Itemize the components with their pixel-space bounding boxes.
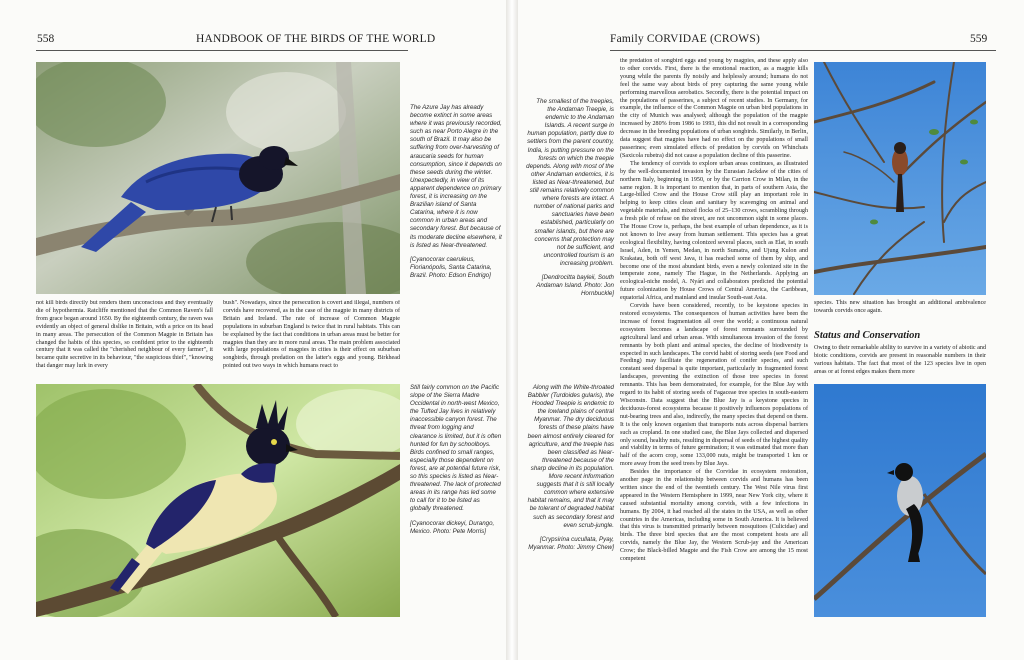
book-gutter xyxy=(506,0,518,660)
text-column-1: not kill birds directly but renders them unconscious and they eventually die of hypothermia. Ratcliffe mentioned that the Common Raven's fall from grace began around 1650. By the eighteenth century, the raven was evidently an object of general dislike in Britain, with a price on its head in many areas. The persecution of the Common Magpie in Britain has changed the habits of this species, so confident prior to the eighteenth century that it was called the "cherished neighbour of every farmer", it became quite secretive in its behaviour, "the suspicious thief", "knowing that danger may lurk in every xyxy=(36,300,213,370)
running-head-left: HANDBOOK OF THE BIRDS OF THE WORLD xyxy=(196,33,436,45)
page-number-left: 558 xyxy=(37,33,55,45)
caption-credit: [Cyanocorax dickeyi, Durango, Mexico. Photo: Pete Morris] xyxy=(410,519,495,535)
side-text-top: species. This new situation has brought an additional ambivalence towards corvids once again. xyxy=(814,300,986,314)
hooded-treepie-photo xyxy=(814,384,986,617)
side-text-bottom: Owing to their remarkable ability to survive in a variety of abiotic and biotic conditions, corvids are present in reasonable numbers in their various habitats. The fact that most of the 123 species live in open areas or at forest edges makes them more xyxy=(814,345,986,375)
running-head-right: Family CORVIDAE (CROWS) xyxy=(610,33,760,45)
andaman-treepie-photo xyxy=(814,62,986,295)
caption-credit: [Cyanocorax caeruleus, Florianópolis, Santa Catarina, Brazil. Photo: Edson Endrigo] xyxy=(410,255,492,279)
caption-azure-jay xyxy=(410,104,502,280)
caption-credit: [Crypsirina cucullata, Pyay, Myanmar. Photo: Jimmy Chew] xyxy=(528,535,614,551)
text-column-2: bush". Nowadays, since the persecution is covert and illegal, numbers of corvids have recovered, as in the case of the magpie in many districts of Britain and Ireland. The rate of increase of Common Magpie populations in suburban England is twice that in rural habitats. This can be explained by the fact that conditions in urban areas must be better for magpies than they are in more rural areas. The main problem associated with large populations of magpies in cities is their effect on suburban songbirds, through predation on the latter's eggs and young. Birkhead pointed out two ways in which humans react to xyxy=(223,300,400,370)
header-rule xyxy=(36,50,408,51)
caption-tufted-jay xyxy=(410,384,502,536)
caption-credit: [Dendrocitta bayleii, South Andaman Island. Photo: Jon Hornbuckle] xyxy=(536,273,614,298)
caption-text: Still fairly common on the Pacific slope of the Sierra Madre Occidental in north-west Mexico, the Tufted Jay lives in relatively inaccessible canyon forest. The threat from logging and clearance is limited, but it is often hunted for fun by schoolboys. Birds confined to small ranges, especially those dependent on forest, are at potential future risk, so this species is listed as Near-threatened. The lack of protected areas in its range has led some to call for it to be listed as globally threatened. xyxy=(410,384,502,513)
right-page xyxy=(518,0,1024,660)
section-heading: Status and Conservation xyxy=(814,330,921,341)
caption-text: The smallest of the treepies, the Andaman Treepie, is endemic to the Andaman Islands. A recent surge in human population, partly due to settlers from the parent country, India, is putting pressure on the forests on which the treepie depends. Along with most of the other Andaman endemics, it is listed as Near-threatened, but still remains relatively common where forests are intact. A number of national parks and sanctuaries have been established, particularly on smaller islands, but there are concerns that protection may not be sufficient, and uncontrolled tourism is an increasing problem. xyxy=(526,98,614,267)
left-page xyxy=(0,0,506,660)
caption-text: The Azure Jay has already become extinct in some areas where it was previously recorded, such as near Porto Alegre in the south of Brazil. It may also be suffering from over-harvesting of araucaria seeds for human consumption, since it depends on these seeds during the winter. Unexpectedly, in view of its apparent dependence on primary forest, it is increasing on the Brazilian island of Santa Catarina, where it is now common in urban areas and secondary forest. But because of its moderate decline elsewhere, it is listed as Near-threatened. xyxy=(410,104,502,249)
header-rule xyxy=(610,50,996,51)
azure-jay-photo xyxy=(36,62,400,294)
page-number-right: 559 xyxy=(970,33,988,45)
caption-andaman-treepie xyxy=(526,98,614,298)
tufted-jay-photo xyxy=(36,384,400,617)
caption-text: Along with the White-throated Babbler (Turdoides gularis), the Hooded Treepie is endemic to the lowland plains of central Myanmar. The dry deciduous forests of these plains have been almost entirely cleared for agriculture, and the treepie has been classified as Near-threatened because of the sharp decline in its population. More recent information suggests that it is still locally common where extensive habitat remains, and that it may be tolerant of degraded habitat such as secondary forest and even scrub-jungle. xyxy=(527,384,614,529)
main-text-column: the predation of songbird eggs and young by magpies, and these apply also to other corvids. First, there is the emotional reaction, as a magpie kills young while the parents fly noisily and helplessly around; humans do not feel the same way about birds of prey capturing the same young while performing marvellous aerobatics. Secondly, there is the potential impact on the populations of passerines, a subject of recent studies. In Germany, for example, the influence of the Common Magpie on urban bird populations in the city of Munich was analysed; although the population of the magpie increased by 280% from 1986 to 1993, this did not result in a corresponding decrease in the breeding populations of urban songbirds. Similarly, in Berlin, data suggest that magpies have had no effect on the populations of small passerines; even simulated effects of predation by corvids on Whinchats (Saxicola rubetra) did not cause a population decline of this passerine. The tendency of corvids to explore urban areas continues, as illustrated by the well-documented invasion by the Eurasian Jackdaw of the cities of northern Italy, beginning in 1950, or by the Carrion Crow in Milan, in the same region. It is important to mention that, in parts of southern Asia, the Large-billed Crow and the House Crow still play an important role in helping to keep cities clean and sanitary by scavenging on animal and vegetable materials, and mixed flocks of 25–130 crows, scrambling through a fresh pile of refuse on the street, are not uncommon sight in some places. The House Crow is, perhaps, the best example of urban dependence, as it is not known to live away from human settlement. This species has a great ecological flexibility, having colonized several places, such as Elat, in south Israel, Aden, in Yemen, Medan, in north Sumatra, and Ujung Kulon and Krakatau, both off west Java, it has reached some of them by ship, and become one of the most abundant birds, even a newly colonized site in the temperate zone, namely The Hague, in the Netherlands. Applying an ecological-niche model, A. Nyári and collaborators predicted the potential future colonization by House Crows of Central America, the Caribbean, equatorial Africa, and mainland and insular South-east Asia. Corvids have been considered, recently, to be keystone species in restored ecosystems. The consequences of human activities have been the increase of forest fragmentation all over the world; a continuous natural ecosystem becomes a landscape of forest remnants surrounded by agricultural land and urban areas. With simultaneous invasion of the forest remnants by both plant and animal species, the decline of biodiversity is expected in such landscapes. The corvid habit of storing seeds (see Food and Feeding) may facilitate the regeneration of conifer species, and such constant seed dispersal is quite important, particularly in fragmented forest landscapes, preventing the extinction of those tree species in forest remnants. This has been demonstrated, for example, for the Blue Jay with regard to its habit of storing seeds of Fagaceae tree species in south-eastern Wisconsin. Data suggest that the Blue Jay is a keystone species in deciduous-forest ecosystems because it positively influences populations of nut-bearing trees and also, indirectly, the many species that depend on them. It is the only known organism that transports nuts across dispersal barriers such as cropland. In one studied case, the Blue Jays collected and dispersed only sound, healthy nuts, resulting in dispersal of seeds of the highest quality and viability in terms of future germination; it was estimated that more than half of the acorn crop, some 133,000 nuts, might be transported 1 km or more away from the seed trees by Blue Jays. Besides the importance of the Corvidae in ecosystem restoration, another page in the relationship between corvids and humans has been written since the end of the twentieth century. The West Nile virus first appeared in the Western Hemisphere in 1999, near New York city, where it caused substantial mortality among corvids, with a few infections in humans. By 2004, it had reached all the states in the USA, as well as other countries in the Americas, including some in South America. It is believed that this virus is transmitted primarily between mosquitoes (Culicidae) and birds. The three bird species that are the most competent hosts are all corvids, namely the Blue Jay, the Western Scrub-jay and the American Crow; the Black-billed Magpie and the Fish Crow are among the 15 most competent xyxy=(620,58,808,563)
caption-hooded-treepie xyxy=(526,384,614,552)
